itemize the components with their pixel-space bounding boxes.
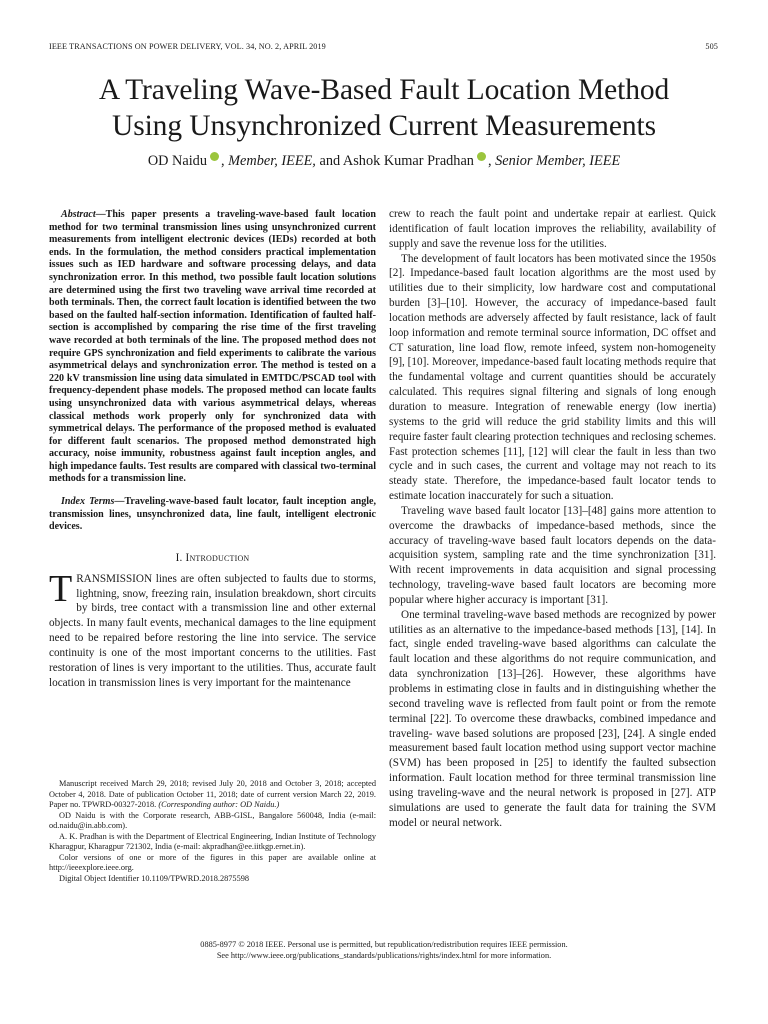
paragraph: crew to reach the fault point and undertake repair at earliest. Quick identification of fault location improves the reliability, availability of supply and save the revenue loss for the utilities. xyxy=(389,208,716,250)
journal-citation: IEEE TRANSACTIONS ON POWER DELIVERY, VOL. 34, NO. 2, APRIL 2019 xyxy=(49,42,326,51)
author-name-2: Ashok Kumar Pradhan xyxy=(342,153,474,169)
copyright-notice xyxy=(40,939,728,961)
author-joiner: and xyxy=(319,153,341,169)
abstract-label: Abstract xyxy=(61,209,96,220)
footnote-color: Color versions of one or more of the figures in this paper are available online at http://ieeexplore.ieee.org. xyxy=(49,852,376,873)
author-role-2: Senior Member, IEEE xyxy=(495,153,621,169)
index-terms-label: Index Terms xyxy=(61,496,115,508)
title-line-2: Using Unsynchronized Current Measurements xyxy=(112,110,656,142)
footnote-doi: Digital Object Identifier 10.1109/TPWRD.2018.2875598 xyxy=(59,873,250,883)
author-role-1: Member, IEEE, xyxy=(228,153,316,169)
copyright-line-2: See http://www.ieee.org/publications_standards/publications/rights/index.html for more information. xyxy=(216,951,552,960)
footnote-received: Manuscript received March 29, 2018; revised July 20, 2018 and October 3, 2018; accepted October 4, 2018. Date of publication October 11, 2018; date of current version March 22, 2019. Paper no. TPWRD-00327-2018. (Corresponding author: OD Naidu.) xyxy=(49,779,376,810)
author-line: OD Naidu , Member, IEEE, and Ashok Kumar Pradhan , Senior Member, IEEE xyxy=(147,153,621,169)
abstract-text: This paper presents a traveling-wave-based fault location method for two terminal transmission lines using unsynchronized current measurements from intelligent electronic devices (IEDs) recorded at both ends. In the formulation, the method considers practical implementation issues such as IED hardware and software processing delays, and data synchronization error. In this method, two possible fault location solutions are determined using the first two traveling wave arrival time recorded at both terminals. Then, the correct fault location is identified between the two based on the faulted half-section information. Identification of faulted half-section is accomplished by comparing the rise time of the first traveling wave recorded at both terminals of the line. The proposed method does not require GPS synchronization and field experiments to calibrate the various asymmetrical delays and synchronization error. The method is tested on a 220 kV transmission line using data simulated in EMTDC/PSCAD tool with frequency-dependent phase models. The proposed method can locate faults using unsynchronized data with various asymmetrical delays, whereas classical methods work properly only for synchronized data with symmetrical delays. The performance of the proposed method is evaluated for different fault scenarios. The proposed method demonstrated high accuracy, noise immunity, robustness against fault inception angles, and high impedance faults. Test results are compared with classical two-terminal methods for a transmission line. xyxy=(49,209,376,485)
page-number: 505 xyxy=(705,42,718,51)
left-column xyxy=(49,209,376,690)
title-line-1: A Traveling Wave-Based Fault Location Method xyxy=(98,74,670,106)
orcid-icon[interactable] xyxy=(210,152,219,161)
footnotes xyxy=(49,779,376,884)
abstract: Abstract—This paper presents a traveling-wave-based fault location method for two terminal transmission lines using unsynchronized current measurements from intelligent electronic devices (IEDs) recorded at both ends. In the formulation, the method considers practical implementation issues such as IED hardware and software processing delays, and data synchronization error. In this method, two possible fault location solutions are determined using the first two traveling wave arrival time recorded at both terminals. Then, the correct fault location is identified between the two based on the faulted half-section information. Identification of faulted half-section is accomplished by comparing the rise time of the first traveling wave recorded at both terminals of the line. The proposed method does not require GPS synchronization and field experiments to calibrate the various asymmetrical delays and synchronization error. The method is tested on a 220 kV transmission line using data simulated in EMTDC/PSCAD tool with frequency-dependent phase models. The proposed method can locate faults using unsynchronized data with various asymmetrical delays, whereas classical methods work properly only for synchronized data with symmetrical delays. The performance of the proposed method is evaluated for different fault scenarios. The proposed method demonstrated high accuracy, noise immunity, robustness against fault inception angles, and high impedance faults. Test results are compared with classical two-terminal methods for a transmission line. xyxy=(49,209,376,485)
orcid-icon[interactable] xyxy=(477,152,486,161)
footnote-author-2: A. K. Pradhan is with the Department of Electrical Engineering, Indian Institute of Technology Kharagpur, Kharagpur 721302, India (e-mail: akpradhan@ee.iitkgp.ernet.in). xyxy=(49,831,376,852)
paragraph: The development of fault locators has been motivated since the 1950s [2]. Impedance-based fault location algorithms are the most used by utilities due to their simplicity, low hardware cost and computational burden [3]–[10]. However, the accuracy of impedance-based fault location methods are adversely affected by fault resistance, lack of fault loop information and remote terminal source information, DC offset and CT saturation, line load flow, remote infeed, system non-homogeneity [9], [10]. Moreover, impedance-based fault locating methods require that the fundamental voltage and current quantities should be accurately calculated. This requires signal filtering and signals of long enough duration to measure. Integration of renewable energy (low inertia) systems to the grid will reduce the grid stability limits and this will require faster fault clearing protection techniques and reclosing schemes. Fast protection schemes [11], [12] will clear the fault in less than two cycle and in such cases, the current and voltage may not reach to its steady state. Therefore, the impedance-based fault locator tends to estimate location inaccurately for such a situation. xyxy=(389,252,716,503)
paragraph: One terminal traveling-wave based methods are recognized by power utilities as an alternative to the impedance-based methods [13], [14]. In fact, single ended traveling-wave based algorithms can calculate the fault location and these algorithms do not require communication, and data synchronization [13]–[26]. However, these algorithms have problems in estimating close in faults and in distinguishing whether the second traveling wave is reflected from fault point or from the remote terminal [22]. To overcome these drawbacks, combined impedance and traveling- wave based solutions are proposed [23], [24]. A single ended measurement based fault location method using support vector machine (SVM) has been proposed in [25] to identify the faulted subsection information. Fault location method for three terminal transmission line using traveling-wave and the neural network is proposed in [27]. ATP simulations are used to generate the fault data for training the SVM model or neural network. xyxy=(389,608,716,829)
right-column xyxy=(389,207,716,830)
author-name-1: OD Naidu xyxy=(147,153,207,169)
index-terms-text: Traveling-wave-based fault locator, fault inception angle, transmission lines, unsynchronized data, line fault, intelligent electronic devices. xyxy=(49,496,376,533)
paragraph: Traveling wave based fault locator [13]–[48] gains more attention to overcome the drawbacks of impedance-based methods, since the accuracy of traveling-wave based fault locators depends on the data-acquisition system, sampling rate and the time synchronization [31]. With recent improvements in data acquisition and signal processing technology, traveling-wave based fault locators are becoming more popular where higher accuracy is important [31]. xyxy=(389,504,716,606)
drop-cap: T xyxy=(49,567,73,610)
footnote-author-1: OD Naidu is with the Corporate research, ABB-GISL, Bangalore 560048, India (e-mail: od.naidu@in.abb.com). xyxy=(49,810,376,831)
index-terms: Index Terms—Traveling-wave-based fault locator, fault inception angle, transmission lines, unsynchronized data, line fault, intelligent electronic devices. xyxy=(49,496,376,533)
paper-title xyxy=(40,72,728,144)
intro-paragraph: TRANSMISSION lines are often subjected to faults due to storms, lightning, snow, freezing rain, insulation breakdown, short circuits by birds, tree contact with a transmission line and other external objects. In many fault events, mechanical damages to the line equipment need to be repaired before restoring the line into service. The service continuity is one of the most important concerns to the utilities. Fast restoration of lines is very important to the utilities. Thus, accurate fault location in transmission lines is very important for the maintenance xyxy=(49,567,376,689)
section-heading-introduction: I. Introduction xyxy=(175,551,250,564)
copyright-line-1: 0885-8977 © 2018 IEEE. Personal use is permitted, but republication/redistribution requires IEEE permission. xyxy=(200,940,568,949)
running-head xyxy=(49,42,718,54)
